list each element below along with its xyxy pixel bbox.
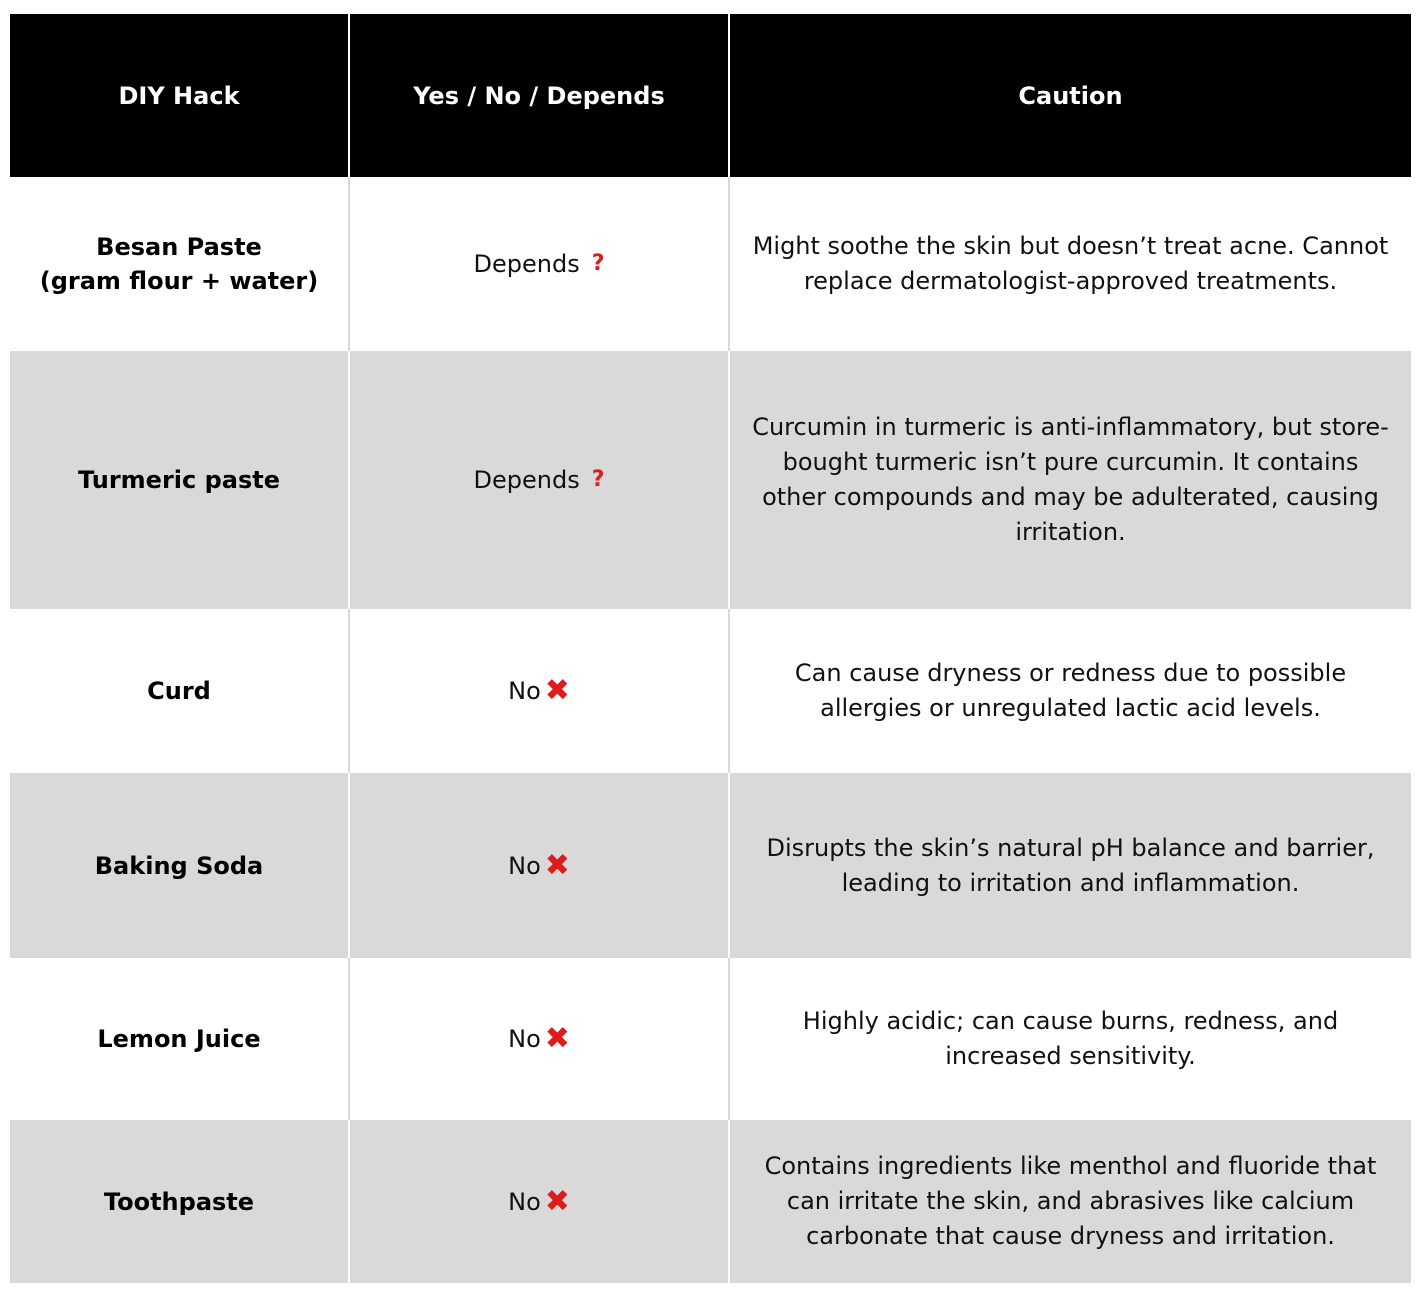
caution-text: Highly acidic; can cause burns, redness, and increased sensitivity.	[728, 958, 1411, 1120]
verdict-cell	[348, 773, 728, 958]
caution-text: Curcumin in turmeric is anti-inflammatory, but store-bought turmeric isn’t pure curcumin. It contains other compounds and may be adulterated, causing irritation.	[728, 351, 1411, 609]
hack-name: Lemon Juice	[10, 958, 348, 1120]
verdict-label: No	[508, 677, 541, 705]
diy-hacks-table	[10, 14, 1411, 1283]
caution-text: Might soothe the skin but doesn’t treat acne. Cannot replace dermatologist-approved treatments.	[728, 177, 1411, 351]
verdict-label: Depends	[473, 250, 580, 278]
caution-text: Contains ingredients like menthol and fluoride that can irritate the skin, and abrasives like calcium carbonate that cause dryness and irritation.	[728, 1120, 1411, 1283]
header-diy-hack: DIY Hack	[10, 14, 348, 177]
cross-icon: ✖	[544, 1183, 570, 1219]
verdict-label: No	[508, 1025, 541, 1053]
header-verdict: Yes / No / Depends	[348, 14, 728, 177]
hack-name: Baking Soda	[10, 773, 348, 958]
question-icon: ?	[591, 467, 605, 492]
hack-name: Besan Paste (gram flour + water)	[10, 177, 348, 351]
verdict-cell	[348, 351, 728, 609]
verdict-label: No	[508, 1187, 541, 1216]
verdict-cell	[348, 609, 728, 773]
hack-name: Curd	[10, 609, 348, 773]
hack-name: Toothpaste	[10, 1120, 348, 1283]
header-caution: Caution	[728, 14, 1411, 177]
verdict-label: No	[508, 851, 541, 880]
cross-icon: ✖	[544, 847, 570, 883]
cross-icon: ✖	[544, 673, 570, 708]
caution-text: Can cause dryness or redness due to possible allergies or unregulated lactic acid levels.	[728, 609, 1411, 773]
verdict-cell	[348, 177, 728, 351]
question-icon: ?	[591, 251, 605, 276]
caution-text: Disrupts the skin’s natural pH balance and barrier, leading to irritation and inflammation.	[728, 773, 1411, 958]
verdict-cell	[348, 958, 728, 1120]
cross-icon: ✖	[544, 1021, 570, 1056]
hack-name: Turmeric paste	[10, 351, 348, 609]
verdict-cell	[348, 1120, 728, 1283]
verdict-label: Depends	[473, 466, 580, 494]
